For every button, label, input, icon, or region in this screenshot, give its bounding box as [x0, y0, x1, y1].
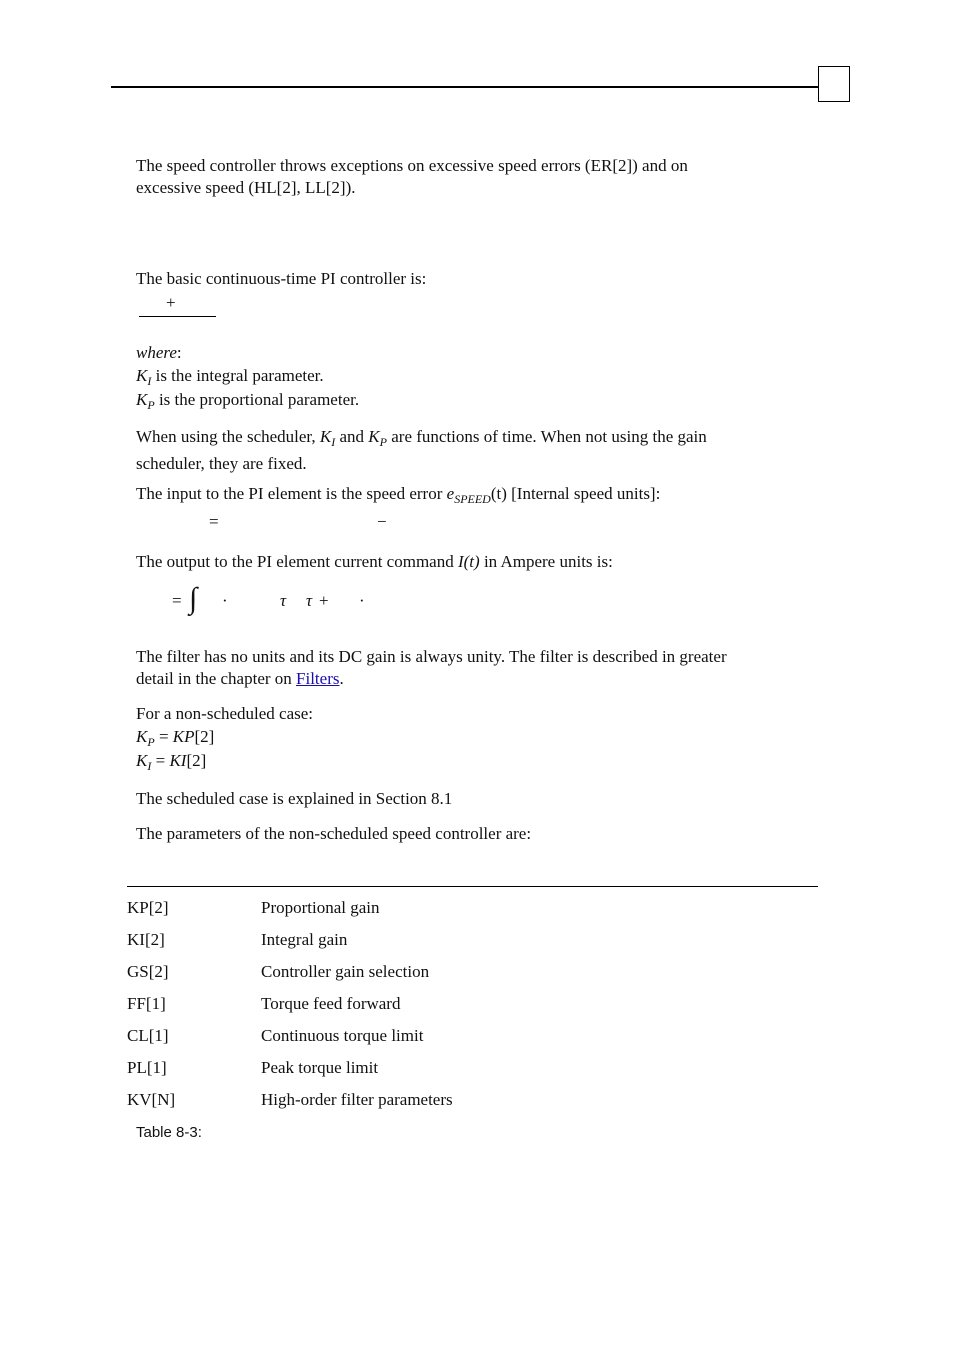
equation-plus: +: [319, 591, 329, 610]
where-label: [136, 342, 359, 364]
table-cell-desc: High-order filter parameters: [261, 1090, 453, 1109]
ki-symbol: K: [136, 366, 148, 385]
text-span: The output to the PI element current command: [136, 552, 458, 571]
where-block: [136, 342, 359, 411]
paragraph-parameters-intro: The parameters of the non-scheduled speed controller are:: [136, 824, 532, 843]
paragraph-speed-error: [136, 483, 660, 505]
error-symbol: e: [446, 484, 455, 503]
table-cell-param: KP[2]: [127, 898, 169, 917]
fraction-line: [139, 316, 216, 317]
text-span: When using the scheduler,: [136, 427, 320, 446]
header-rule: [111, 86, 819, 88]
text-line: scheduler, they are fixed.: [136, 454, 307, 473]
kp-subscript: P: [379, 435, 387, 449]
text-line: excessive speed (HL[2], LL[2]).: [136, 178, 356, 197]
table-cell-param: CL[1]: [127, 1026, 169, 1045]
ki-assignment: [136, 750, 313, 772]
table-cell-desc: Integral gain: [261, 930, 348, 949]
table-cell-desc: Peak torque limit: [261, 1058, 379, 1077]
table-cell-desc: Proportional gain: [261, 898, 380, 917]
table-cell-desc: Controller gain selection: [261, 962, 430, 981]
paragraph-scheduled-case: The scheduled case is explained in Section 8.1: [136, 789, 453, 808]
kp-assignment: [136, 726, 313, 748]
ki-param: KI: [169, 751, 187, 770]
text-span: =: [154, 727, 173, 746]
equation-equals: =: [209, 512, 219, 531]
equation-equals: =: [172, 591, 182, 610]
paragraph-scheduler: [136, 423, 707, 477]
text-span: (t) [Internal speed units]:: [490, 484, 661, 503]
equation-dot: ·: [359, 591, 365, 610]
text-line: [136, 423, 707, 450]
paragraph-filter: [136, 646, 727, 690]
text-span: detail in the chapter on: [136, 669, 297, 688]
text-span: [2]: [186, 751, 207, 770]
ki-symbol: K: [136, 751, 148, 770]
paragraph-output: [136, 551, 613, 573]
text-span: in Ampere units is:: [479, 552, 613, 571]
kp-subscript: P: [147, 735, 155, 749]
table-caption: Table 8-3:: [136, 1124, 202, 1141]
kp-symbol: K: [136, 390, 148, 409]
table-cell-param: FF[1]: [127, 994, 166, 1013]
filters-link[interactable]: Filters: [296, 669, 340, 688]
kp-param: KP: [172, 727, 195, 746]
integral-sign: ∫: [189, 582, 198, 615]
ki-subscript: I: [147, 374, 152, 388]
table-cell-param: KI[2]: [127, 930, 165, 949]
ki-definition: [136, 365, 359, 387]
text-line: The filter has no units and its DC gain is always unity. The filter is described in greater: [136, 647, 727, 666]
kp-subscript: P: [147, 398, 155, 412]
ki-subscript: I: [331, 435, 336, 449]
ki-symbol: K: [319, 427, 332, 446]
error-subscript: SPEED: [454, 492, 491, 506]
text-line: For a non-scheduled case:: [136, 704, 314, 723]
kp-definition: [136, 389, 359, 411]
table-top-rule: [127, 886, 818, 887]
ki-text: is the integral parameter.: [151, 366, 324, 385]
ki-subscript: I: [147, 759, 152, 773]
text-line: The speed controller throws exceptions on excessive speed errors (ER[2]) and on: [136, 156, 688, 175]
current-symbol: I(t): [457, 552, 480, 571]
tau-symbol: τ: [306, 591, 313, 610]
text-line: [136, 668, 727, 690]
kp-symbol: K: [368, 427, 380, 446]
equation-minus: −: [377, 512, 387, 531]
equation-plus: +: [166, 293, 176, 312]
text-span: =: [151, 751, 170, 770]
page-number-box: [818, 66, 850, 102]
table-cell-desc: Continuous torque limit: [261, 1026, 424, 1045]
table-cell-param: KV[N]: [127, 1090, 176, 1109]
text-span: are functions of time. When not using the gain: [386, 427, 707, 446]
paragraph-pi-intro: The basic continuous-time PI controller is:: [136, 269, 427, 288]
text-span: [2]: [194, 727, 215, 746]
text-span: .: [339, 669, 344, 688]
paragraph-exceptions: [136, 155, 688, 199]
equation-dot: ·: [222, 591, 228, 610]
table-cell-param: PL[1]: [127, 1058, 167, 1077]
text-span: The input to the PI element is the speed error: [136, 484, 447, 503]
kp-symbol: K: [136, 727, 148, 746]
where-word: where: [136, 343, 177, 362]
kp-text: is the proportional parameter.: [154, 390, 360, 409]
table-cell-param: GS[2]: [127, 962, 169, 981]
table-cell-desc: Torque feed forward: [261, 994, 401, 1013]
where-colon: :: [176, 343, 182, 362]
paragraph-non-scheduled: [136, 703, 313, 772]
text-span: and: [335, 427, 369, 446]
tau-symbol: τ: [280, 591, 287, 610]
